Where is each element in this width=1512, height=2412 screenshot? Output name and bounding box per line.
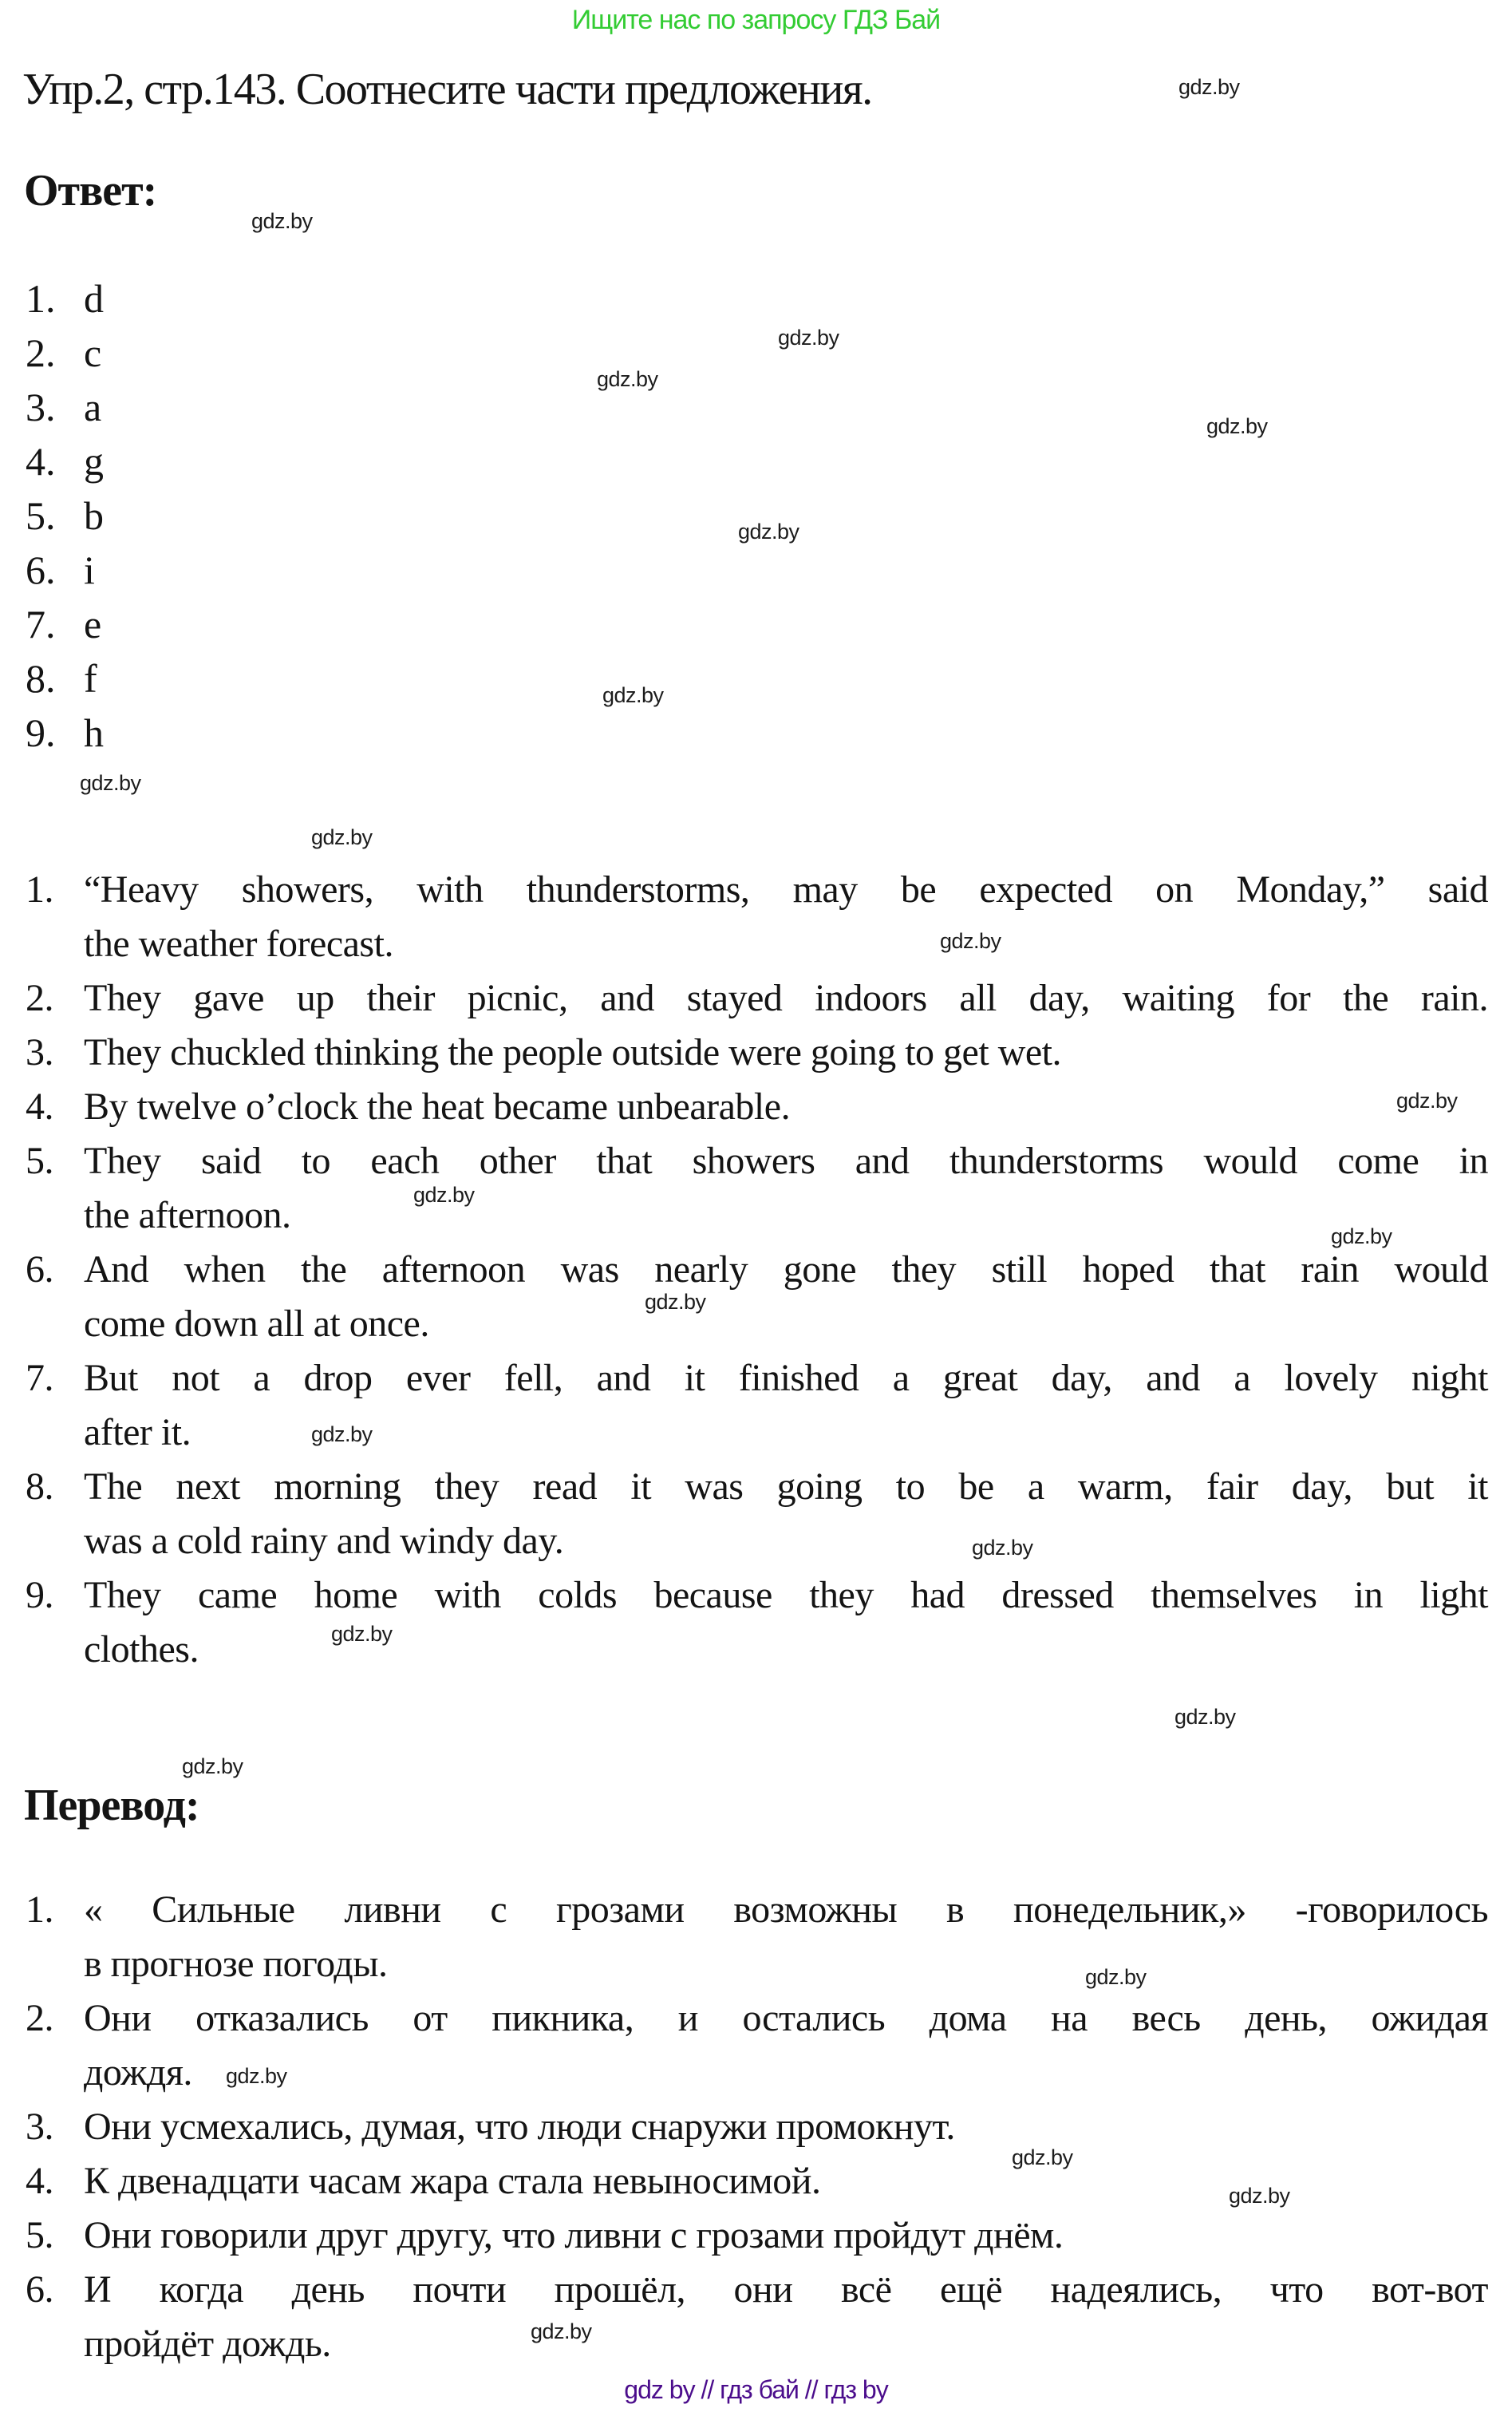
- gdz-watermark: gdz.by: [80, 771, 141, 795]
- answer-row: [26, 706, 104, 760]
- answer-heading: Ответ:: [24, 166, 157, 215]
- translation-heading: Перевод:: [24, 1781, 199, 1830]
- item-number: 2.: [26, 977, 53, 1019]
- item-number: 1.: [26, 1888, 53, 1931]
- translation-sentence: [26, 2100, 1488, 2154]
- translation-sentence: [26, 1883, 1488, 1991]
- answer-letter: b: [84, 493, 104, 538]
- english-sentence: [26, 863, 1488, 971]
- sentence-line: пройдёт дождь.: [84, 2323, 331, 2365]
- item-number: 5.: [26, 2214, 53, 2256]
- sentence-line: « Сильные ливни с грозами возможны в понедельник,» -говорилось: [84, 1888, 1488, 1931]
- english-sentence-list: [26, 863, 1488, 1677]
- answer-number: 5.: [26, 493, 56, 538]
- answer-number: 3.: [26, 385, 56, 429]
- answer-number: 4.: [26, 439, 56, 484]
- gdz-watermark: gdz.by: [226, 2064, 287, 2088]
- gdz-watermark: gdz.by: [940, 929, 1001, 953]
- sentence-line: И когда день почти прошёл, они всё ещё надеялись, что вот-вот: [84, 2268, 1488, 2311]
- item-number: 4.: [26, 2160, 53, 2202]
- english-sentence: [26, 1026, 1488, 1080]
- item-number: 9.: [26, 1574, 53, 1616]
- answer-row: [26, 271, 104, 326]
- answer-letter: c: [84, 330, 102, 375]
- item-number: 1.: [26, 868, 53, 911]
- sentence-line: Они отказались от пикника, и остались дома на весь день, ожидая: [84, 1997, 1488, 2039]
- gdz-watermark: gdz.by: [778, 326, 839, 350]
- answer-list: [26, 271, 104, 760]
- sentence-line: Они говорили друг другу, что ливни с грозами пройдут днём.: [84, 2214, 1064, 2256]
- sentence-line: The next morning they read it was going to be a warm, fair day, but it: [84, 1465, 1488, 1508]
- answer-row: [26, 651, 104, 706]
- answer-row: [26, 326, 104, 380]
- answer-letter: h: [84, 710, 104, 755]
- answer-row: [26, 488, 104, 543]
- answer-letter: f: [84, 656, 97, 701]
- english-sentence: [26, 1351, 1488, 1460]
- gdz-watermark: gdz.by: [311, 1422, 373, 1446]
- translation-sentence: [26, 2263, 1488, 2371]
- item-number: 6.: [26, 1248, 53, 1291]
- sentence-line: “Heavy showers, with thunderstorms, may be expected on Monday,” said: [84, 868, 1488, 911]
- sentence-line: К двенадцати часам жара стала невыносимой.: [84, 2160, 821, 2202]
- sentence-line: They came home with colds because they had dressed themselves in light: [84, 1574, 1488, 1616]
- item-number: 2.: [26, 1997, 53, 2039]
- gdz-watermark: gdz.by: [1174, 1705, 1236, 1729]
- answer-number: 9.: [26, 710, 56, 755]
- footer-site-links: gdz by // гдз бай // гдз by: [624, 2375, 888, 2404]
- exercise-title: Упр.2, стр.143. Соотнесите части предложения.: [22, 65, 872, 114]
- sentence-line: after it.: [84, 1411, 191, 1453]
- gdz-watermark: gdz.by: [1396, 1089, 1458, 1113]
- gdz-watermark: gdz.by: [597, 367, 658, 391]
- gdz-watermark: gdz.by: [602, 683, 664, 707]
- translation-sentence: [26, 2208, 1488, 2263]
- english-sentence: [26, 1080, 1488, 1134]
- item-number: 3.: [26, 2106, 53, 2148]
- answer-letter: i: [84, 548, 95, 592]
- promo-banner: Ищите нас по запросу ГДЗ Бай: [571, 5, 941, 35]
- sentence-line: the afternoon.: [84, 1194, 291, 1236]
- translation-sentence-list: [26, 1883, 1488, 2371]
- sentence-line: the weather forecast.: [84, 923, 393, 965]
- sentence-line: By twelve o’clock the heat became unbearable.: [84, 1085, 791, 1128]
- sentence-line: clothes.: [84, 1628, 199, 1671]
- answer-number: 1.: [26, 276, 56, 321]
- gdz-watermark: gdz.by: [182, 1754, 243, 1778]
- gdz-watermark: gdz.by: [1229, 2184, 1290, 2208]
- answer-row: [26, 380, 104, 434]
- gdz-watermark: gdz.by: [1206, 414, 1268, 438]
- item-number: 3.: [26, 1031, 53, 1074]
- answer-letter: d: [84, 276, 104, 321]
- answer-letter: e: [84, 602, 102, 646]
- answer-letter: g: [84, 439, 104, 484]
- gdz-watermark: gdz.by: [413, 1183, 475, 1207]
- item-number: 8.: [26, 1465, 53, 1508]
- sentence-line: дождя.: [84, 2051, 192, 2094]
- gdz-watermark: gdz.by: [645, 1290, 706, 1314]
- sentence-line: They gave up their picnic, and stayed indoors all day, waiting for the rain.: [84, 977, 1488, 1019]
- item-number: 5.: [26, 1140, 53, 1182]
- gdz-watermark: gdz.by: [251, 209, 313, 233]
- sentence-line: They chuckled thinking the people outside were going to get wet.: [84, 1031, 1061, 1074]
- sentence-line: But not a drop ever fell, and it finished a great day, and a lovely night: [84, 1357, 1488, 1399]
- item-number: 6.: [26, 2268, 53, 2311]
- answer-row: [26, 434, 104, 488]
- english-sentence: [26, 1134, 1488, 1243]
- item-number: 4.: [26, 1085, 53, 1128]
- gdz-watermark: gdz.by: [1012, 2145, 1073, 2169]
- answer-number: 2.: [26, 330, 56, 375]
- answer-number: 6.: [26, 548, 56, 592]
- sentence-line: And when the afternoon was nearly gone they still hoped that rain would: [84, 1248, 1488, 1291]
- english-sentence: [26, 971, 1488, 1026]
- gdz-watermark: gdz.by: [531, 2319, 592, 2343]
- item-number: 7.: [26, 1357, 53, 1399]
- answer-number: 7.: [26, 602, 56, 646]
- english-sentence: [26, 1568, 1488, 1677]
- sentence-line: Они усмехались, думая, что люди снаружи промокнут.: [84, 2106, 955, 2148]
- gdz-watermark: gdz.by: [1331, 1224, 1392, 1248]
- answer-row: [26, 597, 104, 651]
- gdz-watermark: gdz.by: [331, 1622, 393, 1646]
- gdz-watermark: gdz.by: [972, 1536, 1033, 1560]
- answer-row: [26, 543, 104, 597]
- english-sentence: [26, 1460, 1488, 1568]
- gdz-watermark: gdz.by: [1085, 1965, 1147, 1989]
- answer-letter: a: [84, 385, 102, 429]
- english-sentence: [26, 1243, 1488, 1351]
- gdz-watermark: gdz.by: [311, 825, 373, 849]
- sentence-line: They said to each other that showers and thunderstorms would come in: [84, 1140, 1488, 1182]
- gdz-watermark: gdz.by: [1178, 75, 1240, 99]
- sentence-line: в прогнозе погоды.: [84, 1943, 388, 1985]
- gdz-watermark: gdz.by: [738, 520, 799, 544]
- sentence-line: come down all at once.: [84, 1303, 429, 1345]
- answer-number: 8.: [26, 656, 56, 701]
- sentence-line: was a cold rainy and windy day.: [84, 1520, 564, 1562]
